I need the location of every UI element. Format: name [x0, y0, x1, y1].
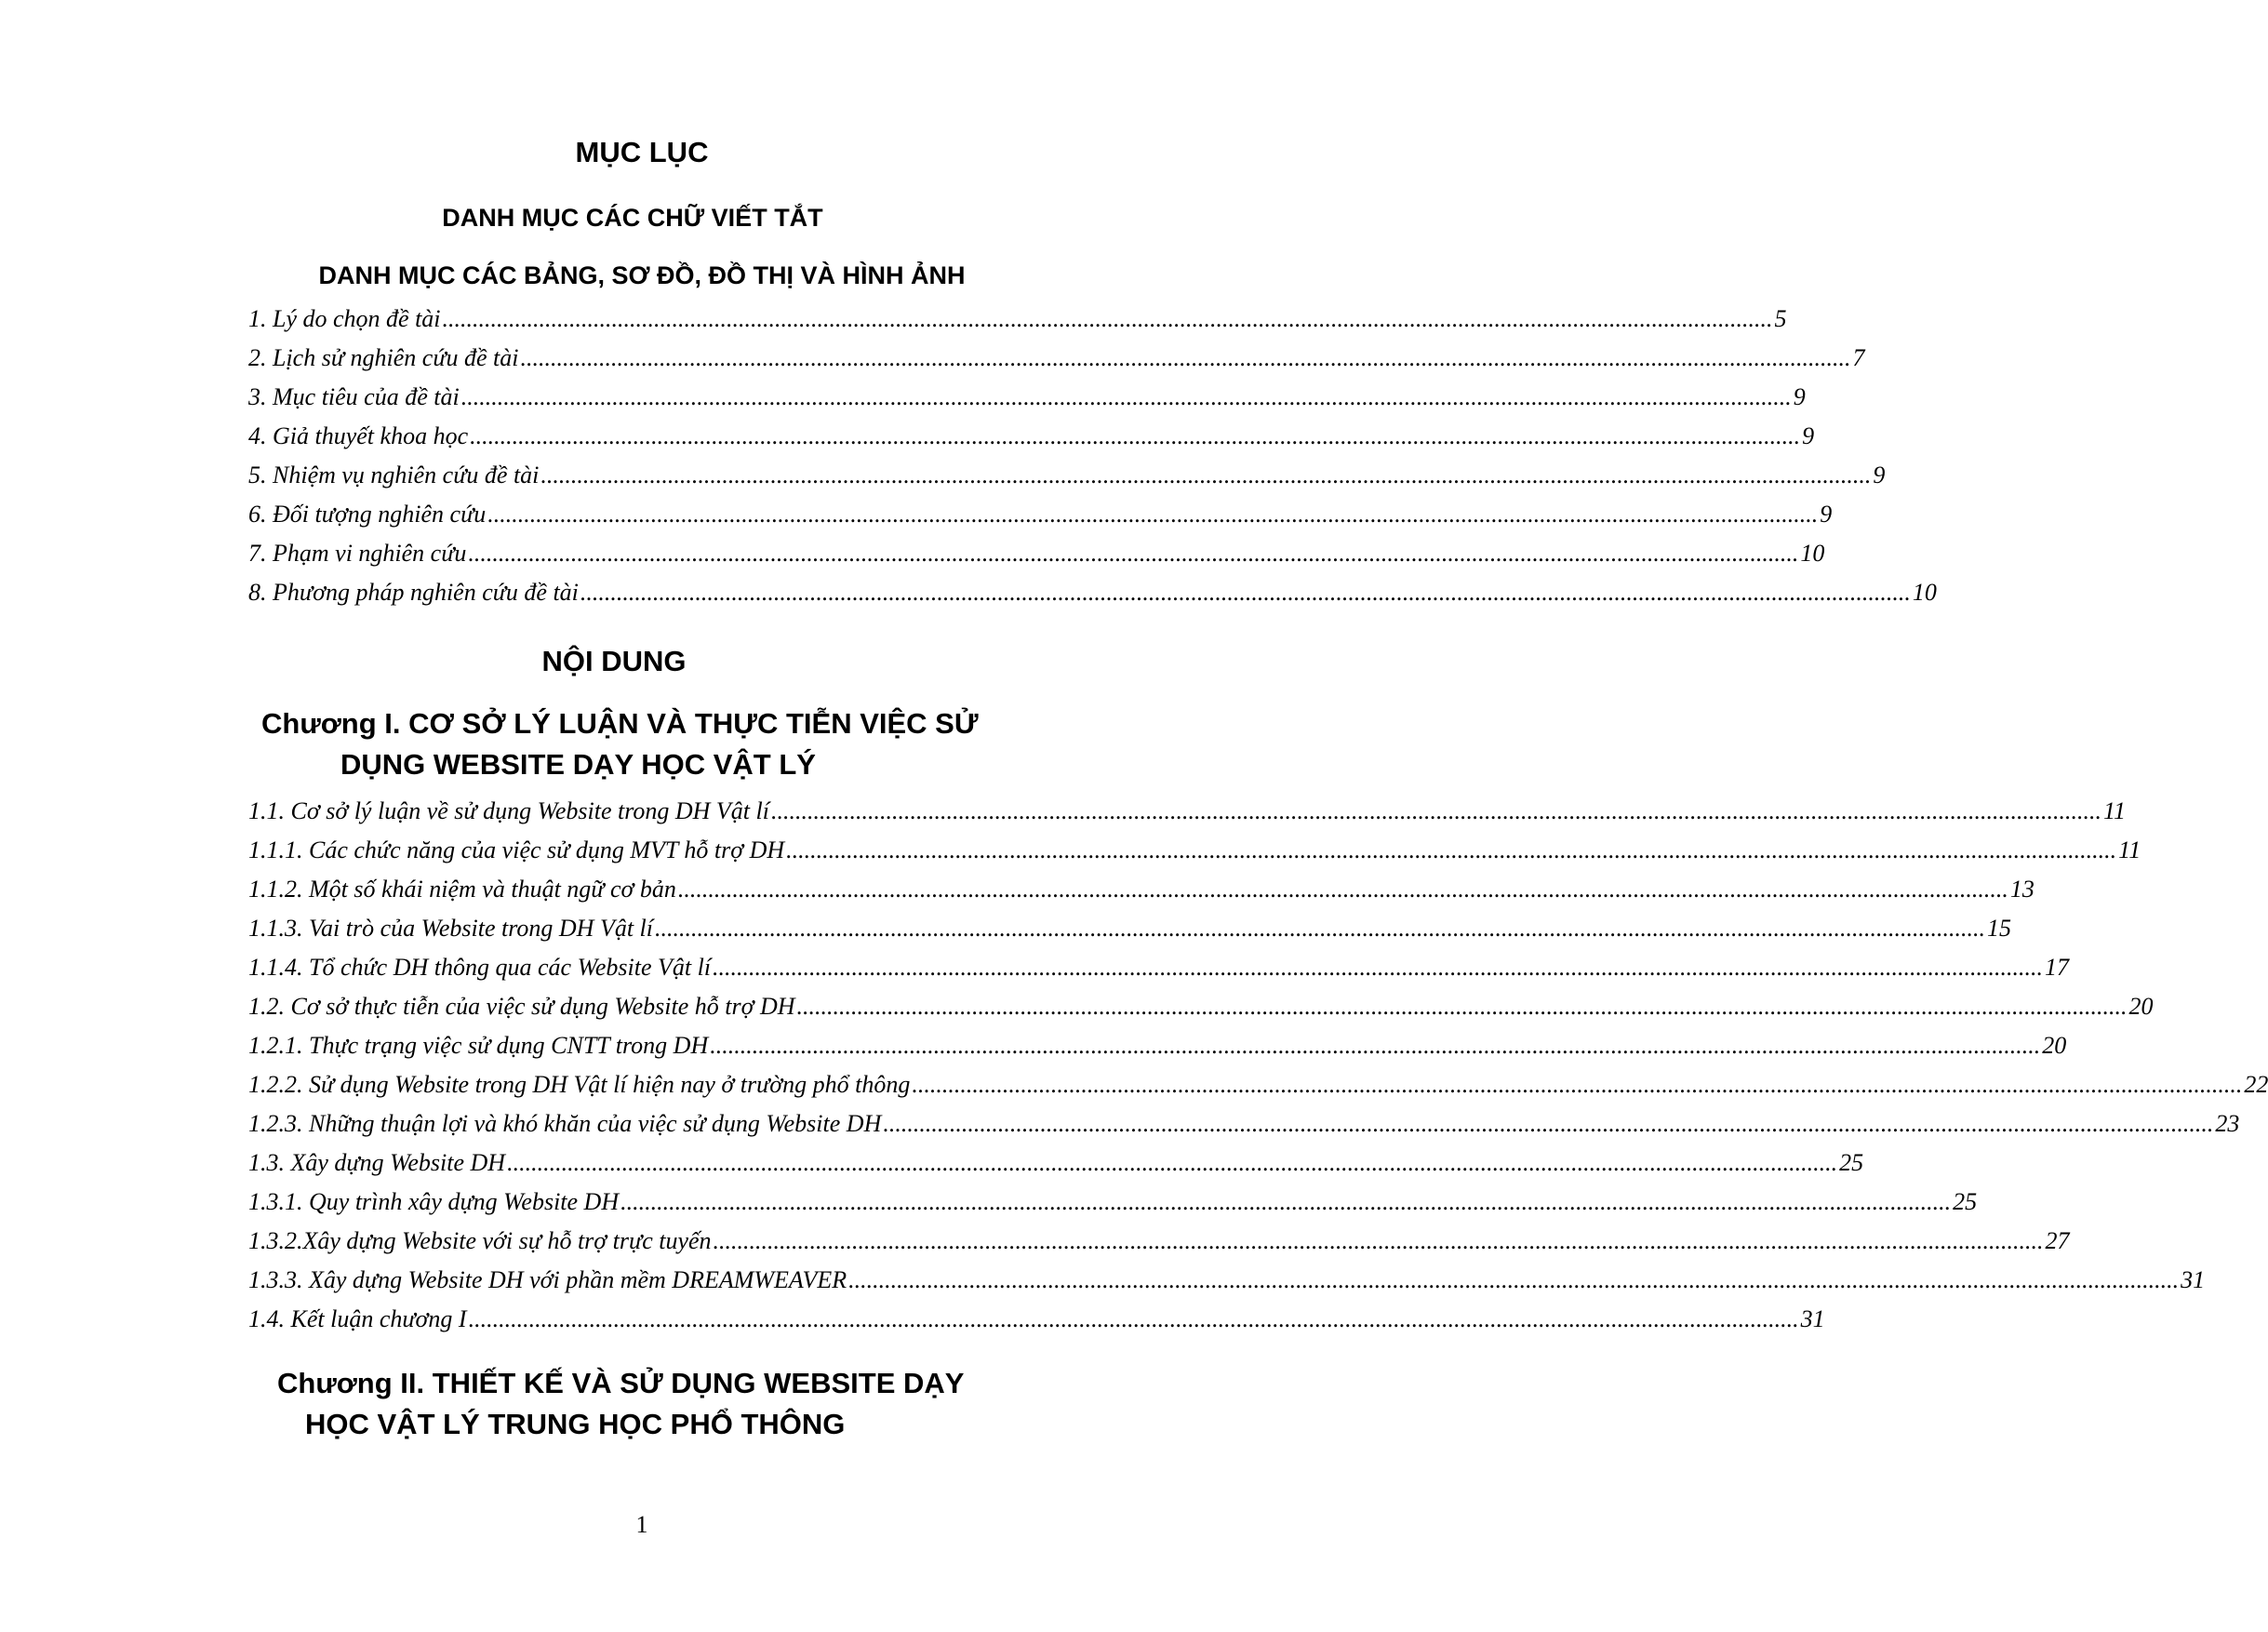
toc-entry-page: 5 — [1774, 305, 1787, 332]
toc-entry-text: 7. Phạm vi nghiên cứu — [248, 540, 467, 567]
toc-entry — [248, 836, 2141, 876]
toc-leader-dots: ............................................................................................................................................................................................................................ — [487, 501, 1819, 528]
toc-entry-page: 17 — [2045, 954, 2070, 981]
toc-entry-page: 10 — [1912, 579, 1937, 606]
toc-entry — [248, 915, 2012, 954]
toc-leader-dots: ............................................................................................................................................................................................................................ — [442, 305, 1773, 332]
toc-entry — [248, 383, 1806, 422]
toc-leader-dots: ............................................................................................................................................................................................................................ — [580, 579, 1911, 606]
toc-entry-text: 5. Nhiệm vụ nghiên cứu đề tài — [248, 462, 540, 488]
toc-entry-text: 1.1.4. Tổ chức DH thông qua các Website Vật lí — [248, 954, 712, 981]
toc-entry — [248, 462, 1886, 501]
toc-entry — [248, 1188, 1978, 1227]
toc-entry — [248, 501, 1833, 540]
toc-entry-page: 22 — [2244, 1071, 2268, 1098]
toc-entry — [248, 1227, 2070, 1266]
toc-leader-dots: ............................................................................................................................................................................................................................ — [796, 993, 2128, 1020]
toc-entry — [248, 1149, 1864, 1188]
toc-entry-page: 31 — [1800, 1305, 1825, 1332]
toc-entry-text: 1.3. Xây dựng Website DH — [248, 1149, 506, 1176]
toc-leader-dots: ............................................................................................................................................................................................................................ — [713, 954, 2044, 981]
toc-entry — [248, 1071, 2268, 1110]
chapter-1-heading — [0, 703, 1154, 785]
toc-entry-page: 25 — [1839, 1149, 1864, 1176]
toc-entry-page: 11 — [2102, 797, 2127, 824]
toc-leader-dots: ............................................................................................................................................................................................................................ — [507, 1149, 1838, 1176]
toc-leader-dots: ............................................................................................................................................................................................................................ — [883, 1110, 2214, 1137]
toc-leader-dots: ............................................................................................................................................................................................................................ — [770, 797, 2101, 824]
toc-leader-dots: ............................................................................................................................................................................................................................ — [468, 1305, 1799, 1332]
toc-entry — [248, 1110, 2240, 1149]
toc-entry — [248, 993, 2154, 1032]
toc-leader-dots: ............................................................................................................................................................................................................................ — [620, 1188, 1952, 1215]
toc-entry-text: 6. Đối tượng nghiên cứu — [248, 501, 487, 528]
toc-entry-text: 1.2. Cơ sở thực tiễn của việc sử dụng Website hỗ trợ DH — [248, 993, 795, 1020]
abbreviations-heading: DANH MỤC CÁC CHỮ VIẾT TẮT — [442, 204, 823, 232]
toc-entry — [248, 422, 1815, 462]
toc-leader-dots: ............................................................................................................................................................................................................................ — [710, 1032, 2041, 1059]
toc-entry-page: 9 — [1873, 462, 1886, 488]
toc-entry — [248, 1032, 2067, 1071]
toc-entry-text: 2. Lịch sử nghiên cứu đề tài — [248, 344, 519, 371]
toc-entry-text: 1.1.1. Các chức năng của việc sử dụng MVT hỗ trợ DH — [248, 836, 785, 863]
toc-entry-text: 1.3.2.Xây dựng Website với sự hỗ trợ trực tuyến — [248, 1227, 712, 1254]
toc-entry-page: 31 — [2181, 1266, 2206, 1293]
toc-entry-text: 1. Lý do chọn đề tài — [248, 305, 441, 332]
toc-leader-dots: ............................................................................................................................................................................................................................ — [713, 1227, 2044, 1254]
toc-entry-text: 1.2.2. Sử dụng Website trong DH Vật lí hiện nay ở trường phổ thông — [248, 1071, 911, 1098]
toc-entry-text: 1.2.1. Thực trạng việc sử dụng CNTT trong DH — [248, 1032, 709, 1059]
content-heading: NỘI DUNG — [541, 645, 687, 677]
toc-entry-page: 11 — [2118, 836, 2141, 863]
toc-entry — [248, 540, 1825, 579]
toc-entry-page: 27 — [2045, 1227, 2070, 1254]
chapter-1-title-line-2: DỤNG WEBSITE DẠY HỌC VẬT LÝ — [340, 748, 816, 781]
chapter-2-title-line-2: HỌC VẬT LÝ TRUNG HỌC PHỔ THÔNG — [305, 1408, 846, 1440]
toc-entry-text: 1.4. Kết luận chương I — [248, 1305, 467, 1332]
toc-leader-dots: ............................................................................................................................................................................................................................ — [468, 540, 1799, 567]
chapter-1-toc-list — [248, 797, 2268, 1344]
toc-entry — [248, 1266, 2206, 1305]
toc-entry-text: 1.3.1. Quy trình xây dựng Website DH — [248, 1188, 620, 1215]
tables-figures-heading: DANH MỤC CÁC BẢNG, SƠ ĐỒ, ĐỒ THỊ VÀ HÌNH ẢNH — [318, 261, 966, 289]
toc-entry-text: 1.1.2. Một số khái niệm và thuật ngữ cơ bản — [248, 876, 676, 903]
toc-entry-page: 20 — [2128, 993, 2154, 1020]
toc-entry-text: 8. Phương pháp nghiên cứu đề tài — [248, 579, 579, 606]
toc-leader-dots: ............................................................................................................................................................................................................................ — [520, 344, 1851, 371]
toc-leader-dots: ............................................................................................................................................................................................................................ — [470, 422, 1801, 449]
toc-entry-text: 1.1. Cơ sở lý luận về sử dụng Website trong DH Vật lí — [248, 797, 769, 824]
toc-entry-page: 23 — [2215, 1110, 2240, 1137]
toc-leader-dots: ............................................................................................................................................................................................................................ — [460, 383, 1792, 410]
toc-leader-dots: ............................................................................................................................................................................................................................ — [786, 836, 2117, 863]
intro-toc-list — [248, 305, 1937, 618]
toc-entry-page: 13 — [2009, 876, 2035, 903]
toc-entry — [248, 797, 2127, 836]
toc-entry — [248, 954, 2070, 993]
toc-entry-page: 9 — [1820, 501, 1833, 528]
toc-entry — [248, 876, 2035, 915]
page-number: 1 — [635, 1511, 648, 1538]
toc-leader-dots: ............................................................................................................................................................................................................................ — [655, 915, 1986, 942]
toc-leader-dots: ............................................................................................................................................................................................................................ — [677, 876, 2008, 903]
toc-entry-text: 4. Giả thuyết khoa học — [248, 422, 469, 449]
toc-leader-dots: ............................................................................................................................................................................................................................ — [848, 1266, 2180, 1293]
toc-entry-text: 1.3.3. Xây dựng Website DH với phần mềm DREAMWEAVER — [248, 1266, 847, 1293]
toc-entry-page: 10 — [1800, 540, 1825, 567]
toc-entry-page: 9 — [1802, 422, 1815, 449]
toc-entry-page: 9 — [1793, 383, 1806, 410]
toc-entry-page: 15 — [1987, 915, 2012, 942]
toc-entry — [248, 305, 1787, 344]
chapter-2-heading — [0, 1363, 1154, 1445]
toc-leader-dots: ............................................................................................................................................................................................................................ — [540, 462, 1872, 488]
toc-entry-text: 1.1.3. Vai trò của Website trong DH Vật lí — [248, 915, 654, 942]
chapter-2-title-line-1: Chương II. THIẾT KẾ VÀ SỬ DỤNG WEBSITE DẠY — [277, 1367, 965, 1399]
toc-entry — [248, 1305, 1825, 1344]
toc-entry-text: 3. Mục tiêu của đề tài — [248, 383, 460, 410]
toc-entry-page: 7 — [1852, 344, 1865, 371]
toc-entry-page: 20 — [2042, 1032, 2067, 1059]
toc-entry-page: 25 — [1953, 1188, 1978, 1215]
chapter-1-title-line-1: Chương I. CƠ SỞ LÝ LUẬN VÀ THỰC TIỄN VIỆC SỬ — [261, 707, 979, 740]
toc-leader-dots: ............................................................................................................................................................................................................................ — [912, 1071, 2243, 1098]
toc-entry-text: 1.2.3. Những thuận lợi và khó khăn của việc sử dụng Website DH — [248, 1110, 882, 1137]
toc-entry — [248, 579, 1937, 618]
toc-title: MỤC LỤC — [575, 136, 709, 168]
toc-entry — [248, 344, 1865, 383]
